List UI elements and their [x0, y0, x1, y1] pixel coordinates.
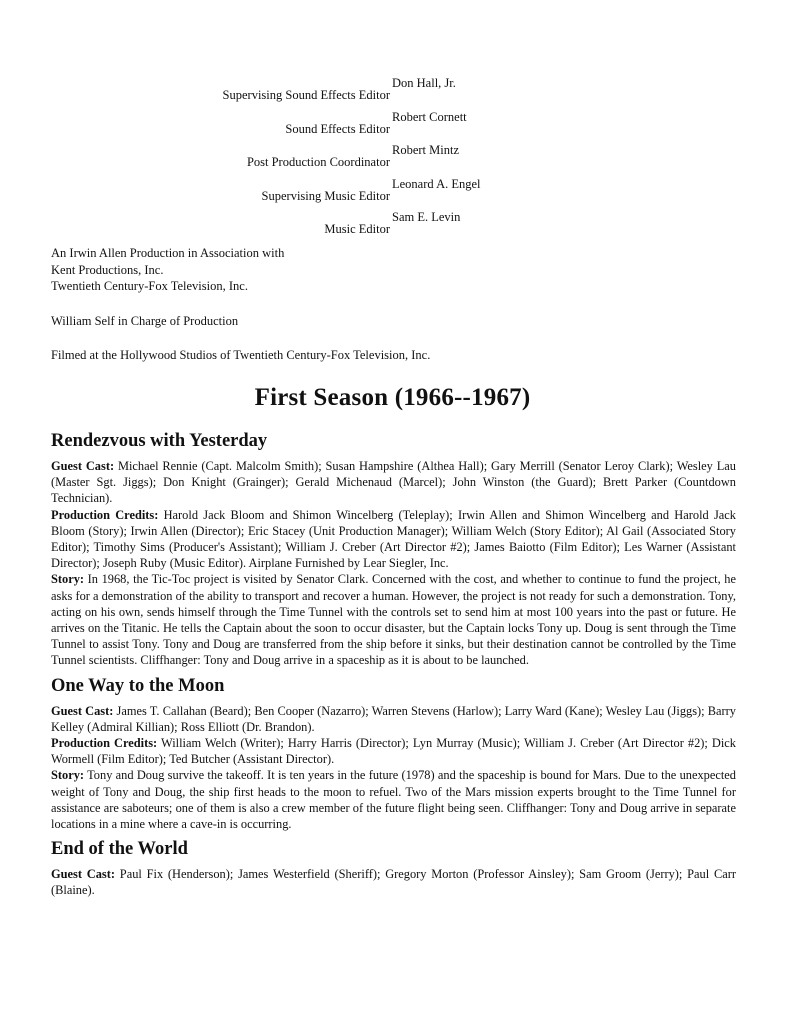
guest-cast-label: Guest Cast:	[51, 703, 114, 718]
episode-title: One Way to the Moon	[51, 675, 225, 696]
production-line: William Self in Charge of Production	[51, 313, 239, 328]
story	[51, 571, 736, 668]
production-credits-text: William Welch (Writer); Harry Harris (Director); Lyn Murray (Music); William J. Creber (Art Director #2); Dick Wormell (Film Editor); Ted Butcher (Assistant Director).	[51, 736, 737, 767]
credit-name: Don Hall, Jr.	[392, 76, 456, 90]
credit-role: Supervising Sound Effects Editor	[222, 88, 390, 102]
story-text: Tony and Doug survive the takeoff. It is ten years in the future (1978) and the spaceship is bound for Mars. Due to the unexpected weight of Tony and Doug, the ship first heads to the moon to refuel. Two of the Mars mission experts brought to the Time Tunnel for assistance are saboteurs; one of them is also a crew member of the future flight being seen. Cliffhanger: Tony and Doug arrive in separate locations in a mine where a cave-in is occurring.	[51, 768, 737, 832]
episode-list	[51, 430, 736, 905]
guest-cast	[51, 866, 736, 898]
credit-row	[0, 143, 785, 169]
production-credits	[51, 735, 736, 767]
story-text: In 1968, the Tic-Toc project is visited by Senator Clark. Concerned with the cost, and whether to continue to fund the project, he asks for a demonstration of the ability to transport and recover a human. However, the project is not ready for such a demonstration. Tony, acting on his own, sends himself through the Time Tunnel with the controls set to send him at most 100 years into the past or future. He arrives on the Titanic. He tells the Captain about the soon to occur disaster, but the Captain locks Tony up. Doug is sent through the Time Tunnel to assist Tony. Tony and Doug are transferred from the ship before it sinks, but their destination cannot be controlled by the Time Tunnel scientists. Cliffhanger: Tony and Doug arrive in a spaceship as it is about to be launched.	[51, 572, 736, 668]
credit-row	[0, 177, 785, 203]
guest-cast-text: James T. Callahan (Beard); Ben Cooper (Nazarro); Warren Stevens (Harlow); Larry Ward (Kane); Wesley Lau (Jiggs); Barry Kelley (Admiral Killian); Ross Elliott (Dr. Brandon).	[51, 703, 736, 734]
guest-cast-text: Michael Rennie (Capt. Malcolm Smith); Susan Hampshire (Althea Hall); Gary Merrill (Senator Leroy Clark); Wesley Lau (Master Sgt. Jiggs); Don Knight (Grainger); Gerald Michenaud (Marcel); John Winston (the Guard); Brett Parker (Countdown Technician).	[51, 459, 736, 506]
episode	[51, 430, 736, 669]
production-line: Twentieth Century-Fox Television, Inc.	[51, 279, 248, 293]
episode-title: End of the World	[51, 839, 188, 860]
production-credits-label: Production Credits:	[51, 507, 159, 522]
guest-cast	[51, 703, 736, 735]
season-title: First Season (1966--1967)	[254, 384, 531, 411]
story-label: Story:	[51, 572, 85, 587]
credit-name: Robert Cornett	[392, 110, 467, 124]
credit-name: Robert Mintz	[392, 143, 460, 157]
spacer	[51, 295, 751, 313]
credit-row	[0, 210, 785, 236]
production-credits	[51, 507, 736, 572]
story-label: Story:	[51, 768, 85, 783]
episode	[51, 838, 736, 898]
episode-title: Rendezvous with Yesterday	[51, 431, 268, 451]
credit-row	[0, 76, 785, 102]
production-credits-label: Production Credits:	[51, 736, 158, 751]
credit-name: Leonard A. Engel	[392, 177, 481, 191]
episode	[51, 675, 736, 833]
credit-name: Sam E. Levin	[392, 210, 461, 224]
production-line: An Irwin Allen Production in Association with	[51, 246, 285, 260]
guest-cast-text: Paul Fix (Henderson); James Westerfield (Sheriff); Gregory Morton (Professor Ainsley); Sam Groom (Jerry); Paul Carr (Blaine).	[51, 867, 736, 898]
production-line: Kent Productions, Inc.	[51, 262, 164, 277]
guest-cast-label: Guest Cast:	[51, 867, 115, 882]
guest-cast-label: Guest Cast:	[51, 459, 115, 473]
production-credits-text: Harold Jack Bloom and Shimon Wincelberg (Teleplay); Irwin Allen and Shimon Wincelberg and Harold Jack Bloom (Story); Irwin Allen (Director); Eric Stacey (Unit Production Manager); William Welch (Story Editor); Al Gail (Associated Story Editor); Timothy Sims (Producer's Assistant); William J. Creber (Art Director #2); James Baiotto (Film Editor); Les Warner (Assistant Director); Joseph Ruby (Music Editor). Airplane Furnished by Lear Siegler, Inc.	[51, 507, 736, 571]
guest-cast	[51, 458, 736, 507]
credit-row	[0, 110, 785, 136]
production-line: Filmed at the Hollywood Studios of Twentieth Century-Fox Television, Inc.	[51, 348, 431, 362]
production-block	[51, 245, 751, 364]
story	[51, 767, 736, 832]
credit-role: Music Editor	[324, 222, 390, 236]
credit-role: Supervising Music Editor	[261, 189, 390, 203]
credit-role: Post Production Coordinator	[246, 155, 390, 169]
credit-role: Sound Effects Editor	[285, 122, 390, 136]
spacer	[51, 329, 751, 347]
